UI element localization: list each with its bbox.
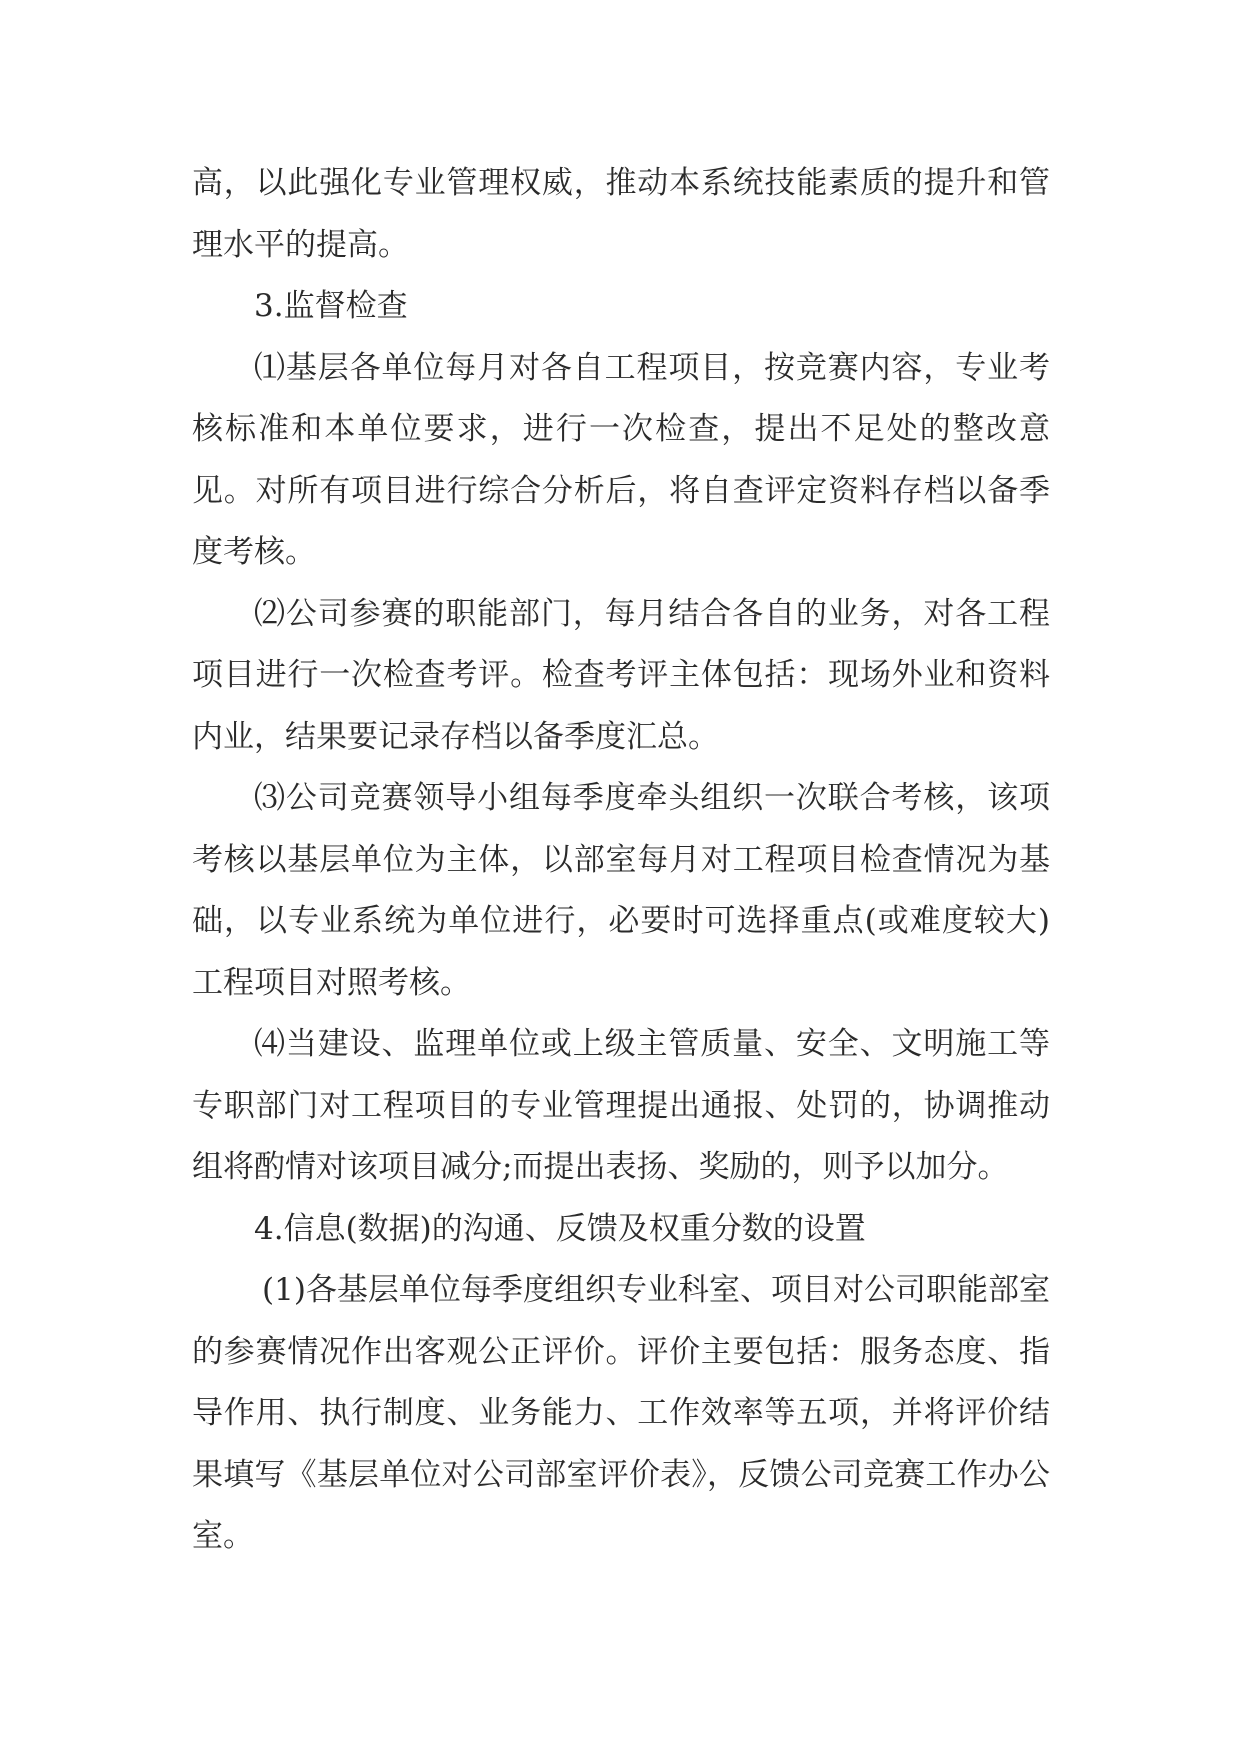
section-heading-supervision: 3.监督检查 xyxy=(254,288,408,324)
paragraph-item-3: ⑶公司竞赛领导小组每季度牵头组织一次联合考核，该项考核以基层单位为主体，以部室每月对工程项目检查情况为基础，以专业系统为单位进行，必要时可选择重点(或难度较大)工程项目对照考核。 xyxy=(192,780,1050,1001)
document-body xyxy=(192,153,1050,1568)
paragraph-item-1: ⑴基层各单位每月对各自工程项目，按竞赛内容，专业考核标准和本单位要求，进行一次检查，提出不足处的整改意见。对所有项目进行综合分析后，将自查评定资料存档以备季度考核。 xyxy=(192,349,1050,570)
section-heading-information: 4.信息(数据)的沟通、反馈及权重分数的设置 xyxy=(254,1210,866,1247)
paragraph-subitem-1: (1)各基层单位每季度组织专业科室、项目对公司职能部室的参赛情况作出客观公正评价。评价主要包括：服务态度、指导作用、执行制度、业务能力、工作效率等五项，并将评价结果填写《基层单位对公司部室评价表》，反馈公司竞赛工作办公室。 xyxy=(192,1272,1050,1554)
paragraph-item-4: ⑷当建设、监理单位或上级主管质量、安全、文明施工等专职部门对工程项目的专业管理提出通报、处罚的，协调推动组将酌情对该项目减分;而提出表扬、奖励的，则予以加分。 xyxy=(192,1026,1050,1185)
paragraph-continuation: 高，以此强化专业管理权威，推动本系统技能素质的提升和管理水平的提高。 xyxy=(192,165,1050,263)
paragraph-item-2: ⑵公司参赛的职能部门，每月结合各自的业务，对各工程项目进行一次检查考评。检查考评主体包括：现场外业和资料内业，结果要记录存档以备季度汇总。 xyxy=(192,595,1050,755)
